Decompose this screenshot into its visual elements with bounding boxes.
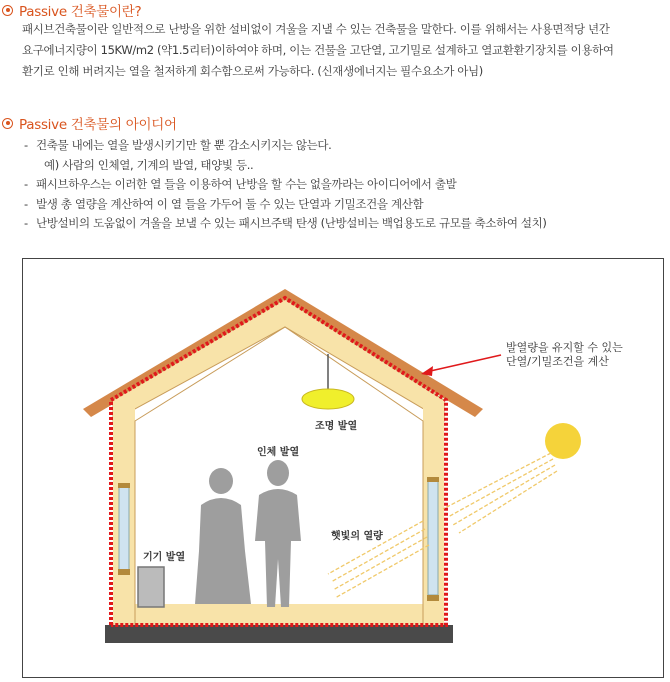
list-item: - 패시브하우스는 이러한 열 들을 이용하여 난방을 할 수는 없을까라는 아이디어에서 출발: [24, 177, 457, 191]
heading-text: Passive 건축물의 아이디어: [19, 117, 177, 133]
house-illustration: [23, 259, 665, 679]
appliance-icon: [138, 567, 164, 607]
list-item: - 건축물 내에는 열을 발생시키기만 할 뿐 감소시키지는 않는다.: [24, 138, 332, 152]
lamp-icon: [302, 389, 354, 409]
callout-line-1: 발열량을 유지할 수 있는: [506, 341, 623, 354]
left-window: [119, 485, 129, 571]
right-window: [428, 481, 438, 595]
section-heading-what-is-passive: [2, 1, 141, 19]
body-heat-label: 인체 발열: [257, 447, 300, 458]
idea-list: [24, 136, 664, 234]
callout-line-2: 단열/기밀조건을 계산: [506, 355, 609, 368]
lighting-heat-label: 조명 발열: [315, 421, 358, 432]
window-frame: [118, 569, 130, 575]
section-heading-passive-idea: [2, 114, 177, 132]
appliance-heat-label: 기기 발열: [143, 552, 186, 563]
window-frame: [427, 595, 439, 601]
window-frame: [427, 477, 439, 482]
passive-house-diagram: [22, 258, 664, 678]
heading-text: Passive 건축물이란?: [19, 4, 142, 20]
callout-leader-line: [426, 355, 501, 372]
definition-paragraph: [22, 19, 662, 82]
paragraph-line: 환기로 인해 버려지는 열을 철저하게 회수함으로써 가능하다. (신재생에너지는 필수요소가 아님): [22, 64, 483, 78]
people-silhouette-icon: [195, 460, 301, 607]
window-frame: [118, 483, 130, 488]
circle-bullet-icon: [2, 5, 13, 16]
ground-slab: [105, 625, 453, 643]
paragraph-line: 요구에너지량이 15KW/m2 (약1.5리터)이하여야 하며, 이는 건물을 고단열, 고기밀로 설계하고 열교환환기장치를 이용하여: [22, 43, 614, 57]
circle-bullet-icon: [2, 118, 13, 129]
list-item-example: 예) 사람의 인체열, 기계의 발열, 태양빛 등..: [44, 157, 254, 172]
list-item: - 난방설비의 도움없이 겨울을 보낼 수 있는 패시브주택 탄생 (난방설비는 백업용도로 규모를 축소하여 설치): [24, 216, 547, 230]
sunlight-heat-label: 햇빛의 열량: [331, 531, 383, 542]
paragraph-line: 패시브건축물이란 일반적으로 난방을 위한 설비없이 겨울을 지낼 수 있는 건축물을 말한다. 이를 위해서는 사용면적당 년간: [22, 22, 610, 36]
list-item: - 발생 총 열량을 계산하여 이 열 들을 가두어 둘 수 있는 단열과 기밀조건을 계산함: [24, 196, 424, 211]
